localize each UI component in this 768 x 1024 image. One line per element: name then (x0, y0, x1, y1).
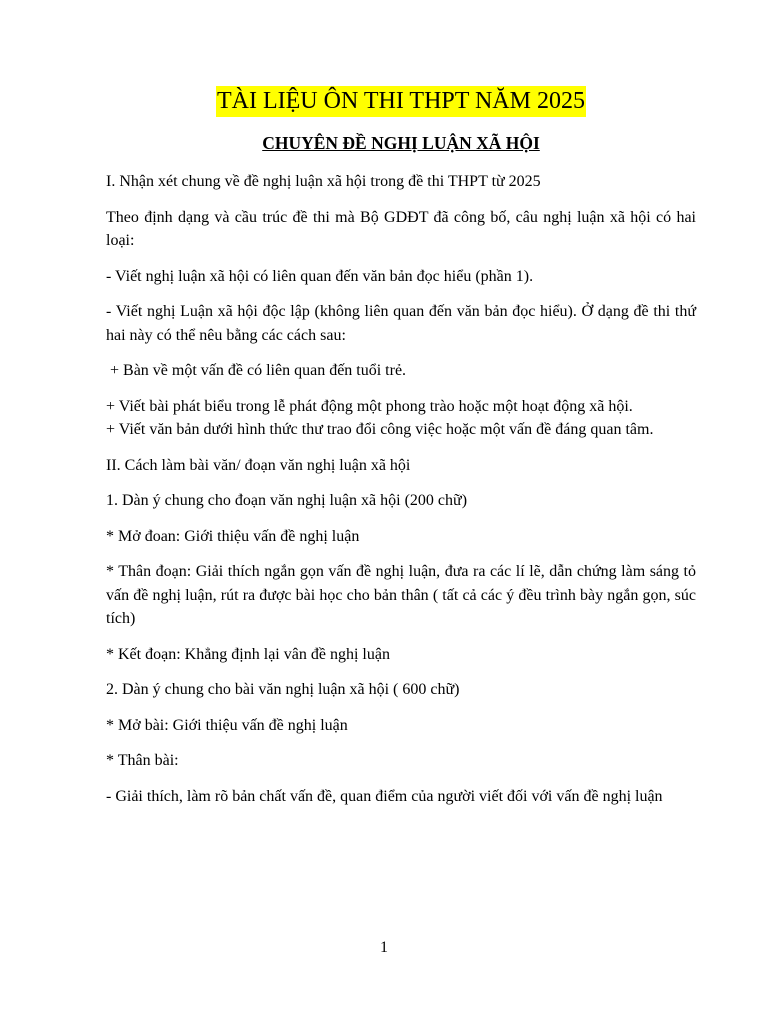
outline-paragraph-conclusion: * Kết đoạn: Khẳng định lại vân đề nghị luận (106, 645, 390, 663)
sub-item-letter: + Viết văn bản dưới hình thức thư trao đổi công việc hoặc một vấn đề đáng quan tâm. (106, 421, 654, 438)
paragraph-format: Theo định dạng và cầu trúc đề thi mà Bộ GDĐT đã công bố, câu nghị luận xã hội có hai loại: (106, 208, 696, 249)
document-subtitle: CHUYÊN ĐỀ NGHỊ LUẬN XÃ HỘI (262, 133, 540, 153)
document-title: TÀI LIỆU ÔN THI THPT NĂM 2025 (216, 86, 586, 117)
section-heading-2: II. Cách làm bài văn/ đoạn văn nghị luận xã hội (106, 456, 411, 474)
outline-essay-heading: 2. Dàn ý chung cho bài văn nghị luận xã hội ( 600 chữ) (106, 681, 460, 698)
document-body (106, 86, 696, 820)
title-container (106, 86, 696, 117)
section-heading-1: I. Nhận xét chung về đề nghị luận xã hội trong đề thi THPT từ 2025 (106, 173, 541, 190)
list-item-type-2: - Viết nghị Luận xã hội độc lập (không liên quan đến văn bản đọc hiểu). Ở dạng đề thi thứ hai này có thể nêu bằng các cách sau: (106, 303, 696, 344)
outline-paragraph-intro: * Mở đoan: Giới thiệu vấn đề nghị luận (106, 527, 360, 545)
outline-paragraph-body: * Thân đoạn: Giải thích ngắn gọn vấn đề nghị luận, đưa ra các lí lẽ, dẫn chứng làm sáng tỏ vấn đề nghị luận, rút ra được bài học cho bản thân ( tất cả các ý đều trình bày ngắn gọn, súc tích) (106, 563, 696, 627)
outline-paragraph-heading: 1. Dàn ý chung cho đoạn văn nghị luận xã hội (200 chữ) (106, 492, 468, 509)
list-item-type-1: - Viết nghị luận xã hội có liên quan đến văn bản đọc hiểu (phần 1). (106, 267, 534, 285)
page-number: 1 (380, 939, 388, 956)
sub-item-speech: + Viết bài phát biểu trong lễ phát động một phong trào hoặc một hoạt động xã hội. (106, 397, 633, 415)
outline-essay-body: * Thân bài: (106, 752, 179, 769)
outline-essay-intro: * Mở bài: Giới thiệu vấn đề nghị luận (106, 716, 348, 734)
outline-essay-explain: - Giải thích, làm rõ bản chất vấn đề, quan điểm của người viết đối với vấn đề nghị luận (106, 787, 663, 805)
sub-item-youth: + Bàn về một vấn đề có liên quan đến tuổi trẻ. (106, 362, 407, 379)
